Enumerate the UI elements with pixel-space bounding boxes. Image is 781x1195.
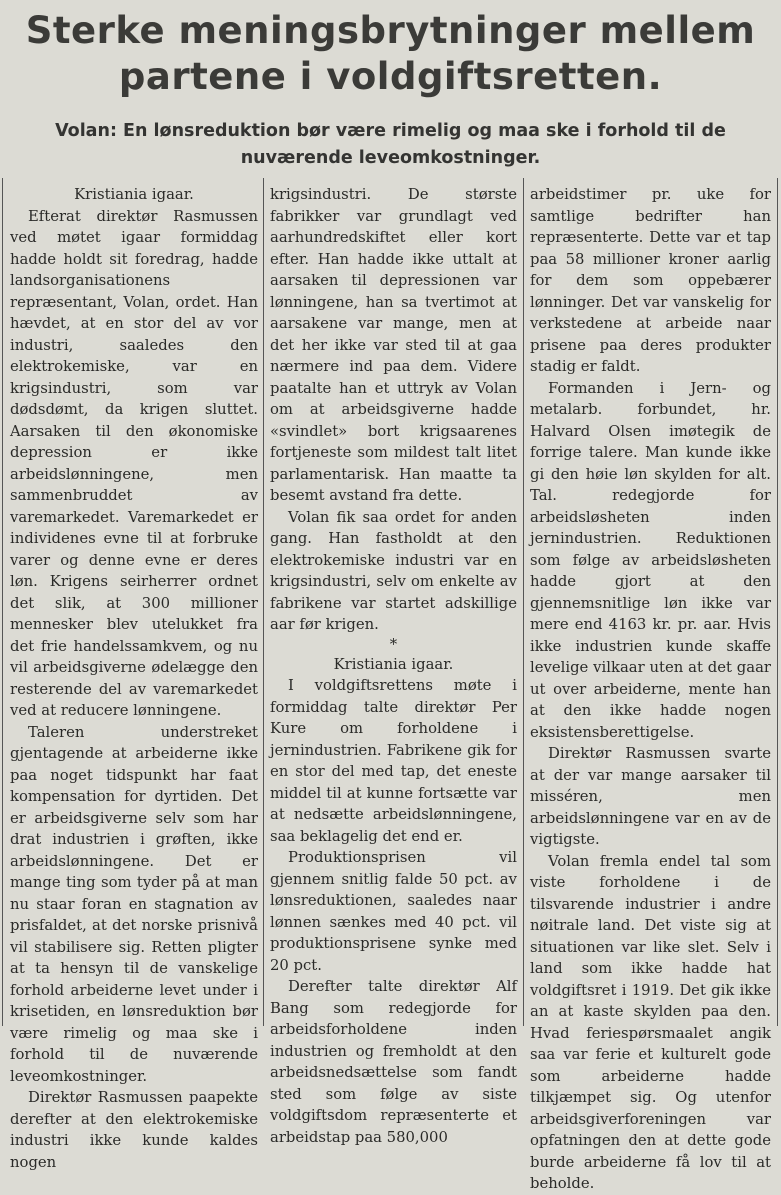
headline <box>0 8 781 100</box>
paragraph: Produktionsprisen vil gjennem snitlig falde 50 pct. av lønsreduktionen, saaledes naar lønnen sænkes med 40 pct. vil produktionsprisene synke med 20 pct. <box>270 849 517 974</box>
paragraph: Derefter talte direktør Alf Bang som redegjorde for arbeidsforholdene inden industrien og fremholdt at den arbeidsnedsættelse som fandt sted som følge av siste voldgiftsdom repræsenterte et arbeidstap paa 580,000 <box>270 978 517 1146</box>
dateline: Kristiania igaar. <box>74 186 194 203</box>
dateline: Kristiania igaar. <box>333 655 454 673</box>
paragraph: Efterat direktør Rasmussen ved møtet igaar formiddag hadde holdt sit foredrag, hadde landsorganisationens repræsentant, Volan, ordet. Han hævdet, at en stor del av vor industri, saaledes den elektrokemiske, var en krigsindustri, som var dødsdømt, da krigen sluttet. Aarsaken til den økonomiske depression er ikke arbeidslønningene, men sammenbruddet av varemarkedet. Varemarkedet er individenes evne til at forbruke varer og denne evne er deres løn. Krigens seirherrer ordnet det slik, at 300 millioner mennesker blev utelukket fra det frie handelssamkvem, og nu vil arbeidsgiverne ødelægge den resterende del av varemarkedet ved at reducere lønningene. <box>10 207 258 719</box>
paragraph: arbeidstimer pr. uke for samtlige bedrifter han repræsenterte. Dette var et tap paa 58 millioner kroner aarlig for dem som oppebærer lønninger. Det var vanskelig for verkstedene at arbeide naar prisene paa deres produkter stadig er faldt. <box>530 186 771 375</box>
subheadline <box>0 118 781 172</box>
paragraph: Taleren understreket gjentagende at arbeiderne ikke paa noget tidspunkt har faat kompensation for dyrtiden. Det er arbeidsgiverne selv som har drat industrien i grøften, ikke arbeidslønningene. Det er mange ting som tyder på at man nu staar foran en stagnation av prisfaldet, at det norske prisnivå vil stabilisere sig. Retten pligter at ta hensyn til de vanskelige forhold arbeiderne levet under i krisetiden, en lønsreduktion bør være rimelig og maa ske i forhold til de nuværende leveomkostninger. <box>10 723 258 1085</box>
column-rule-1 <box>263 178 264 1026</box>
column-rule-2 <box>523 178 524 1026</box>
subheadline-line-2: nuværende leveomkostninger. <box>240 148 541 168</box>
column-1 <box>10 184 258 1173</box>
paragraph: krigsindustri. De største fabrikker var grundlagt ved aarhundredskiftet eller kort efter. Han hadde ikke uttalt at aarsaken til depressionen var lønningene, han sa tvertimot at aarsakene var mange, men at det her ikke var sted til at gaa nærmere ind paa dem. Videre paatalte han et uttryk av Volan om at arbeidsgiverne hadde «svindlet» bort krigsaarenes fortjeneste som mildest talt litet parlamentarisk. Han maatte ta besemt avstand fra dette. <box>270 186 517 504</box>
paragraph: Volan fik saa ordet for anden gang. Han fastholdt at den elektrokemiske industri var en krigsindustri, selv om enkelte av fabrikene var startet adskillige aar før krigen. <box>270 508 517 633</box>
headline-line-1: Sterke meningsbrytninger mellem <box>25 9 756 52</box>
subheadline-line-1: Volan: En lønsreduktion bør være rimelig og maa ske i forhold til de <box>55 121 726 141</box>
paragraph: I voldgiftsrettens møte i formiddag talte direktør Per Kure om forholdene i jernindustrien. Fabrikene gik for en stor del med tap, det eneste middel til at kunne fortsætte var at nedsætte arbeidslønningene, saa beklagelig det end er. <box>270 677 517 845</box>
headline-line-2: partene i voldgiftsretten. <box>118 55 663 98</box>
column-3 <box>530 184 771 1195</box>
paragraph: Formanden i Jern- og metalarb. forbundet, hr. Halvard Olsen imøtegik de forrige talere. Man kunde ikke gi den høie løn skylden for alt. Tal. redegjorde for arbeidsløsheten inden jernindustrien. Reduktionen som følge av arbeidsløsheten hadde gjort at den gjennemsnitlige løn ikke var mere end 4163 kr. pr. aar. Hvis ikke industrien kunde skaffe levelige vilkaar uten at det gaar ut over arbeiderne, mente han at den ikke hadde nogen eksistensberettigelse. <box>530 379 771 741</box>
paragraph: Direktør Rasmussen svarte at der var mange aarsaker til misséren, men arbeidslønningene var en av de vigtigste. <box>530 745 771 848</box>
paragraph: Volan fremla endel tal som viste forholdene i de tilsvarende industrier i andre nøitrale land. Det viste sig at situationen var like slet. Selv i land som ikke hadde hat voldgiftsret i 1919. Det gik ikke an at kaste skylden paa den. Hvad feriespørsmaalet angik saa var ferie et kulturelt gode som arbeiderne hadde tilkjæmpet sig. Og utenfor arbeidsgiverforeningen var opfatningen den at dette gode burde arbeiderne få lov til at beholde. <box>530 852 771 1192</box>
section-separator: * <box>389 635 398 653</box>
column-rule-left <box>2 178 3 1026</box>
column-2 <box>270 184 517 1148</box>
column-rule-right <box>777 178 778 1026</box>
paragraph: Direktør Rasmussen paapekte derefter at den elektrokemiske industri ikke kunde kaldes nogen <box>10 1089 258 1171</box>
